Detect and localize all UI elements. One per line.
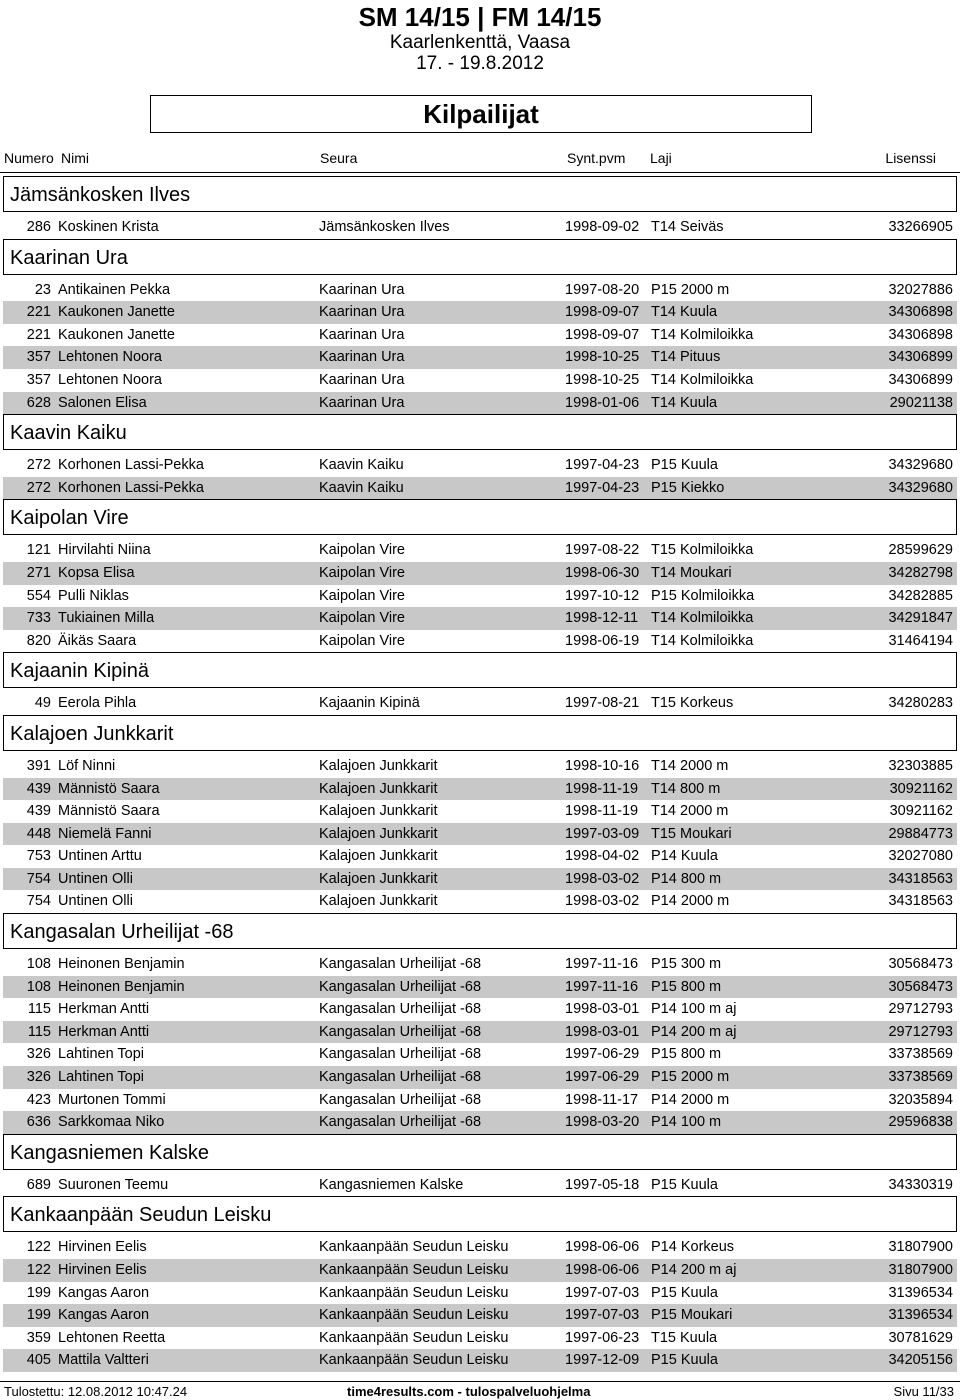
competitor-club: Kaarinan Ura [319,394,405,411]
competitor-license: 34282885 [888,587,953,604]
printed-timestamp: Tulostettu: 12.08.2012 10:47.24 [4,1384,188,1399]
competitor-number: 448 [26,825,51,842]
competitor-name: Salonen Elisa [58,394,147,411]
competitor-club: Kangasniemen Kalske [319,1176,464,1193]
competitor-number: 108 [26,956,51,973]
competitor-name: Tukiainen Milla [58,610,155,627]
competitor-event: P15 800 m [651,978,722,995]
competitor-license: 32035894 [888,1091,953,1108]
competitor-number: 108 [26,978,51,995]
competitor-club: Kankaanpään Seudun Leisku [319,1284,509,1301]
competitor-event: T14 Kuula [651,394,718,411]
table-row [3,324,957,347]
competitor-club: Kankaanpään Seudun Leisku [319,1307,509,1324]
competitor-birthdate: 1998-06-30 [565,564,640,581]
competitor-name: Mattila Valtteri [58,1352,149,1369]
table-row [3,845,957,868]
competitor-number: 49 [34,695,51,712]
event-dates: 17. - 19.8.2012 [416,53,544,74]
competitor-license: 34306898 [888,304,953,321]
table-row [3,392,957,415]
competitor-number: 628 [26,394,51,411]
competitor-number: 753 [26,848,51,865]
competitor-number: 221 [26,304,51,321]
table-row [3,1236,957,1259]
table-row [3,953,957,976]
competitor-name: Hirvinen Eelis [58,1239,147,1256]
competitor-event: T14 Kolmiloikka [651,632,754,649]
competitor-number: 326 [26,1046,51,1063]
competitor-license: 33266905 [888,219,953,235]
competitor-event: T14 Kuula [651,304,718,321]
competitor-number: 439 [26,803,51,820]
competitor-number: 272 [26,479,51,496]
competitor-birthdate: 1997-04-23 [565,457,640,474]
competitor-license: 30781629 [888,1329,953,1346]
competitor-event: P15 Kuula [651,1352,718,1369]
competitor-name: Korhonen Lassi-Pekka [58,479,204,496]
competitor-event: T14 Kolmiloikka [651,326,754,343]
competitor-birthdate: 1997-08-22 [565,542,640,559]
table-row [3,1174,957,1197]
competitor-number: 754 [26,893,51,910]
page-footer [0,1381,960,1400]
table-row [3,454,957,477]
competitor-birthdate: 1997-08-21 [565,695,640,712]
competitor-name: Hirvinen Eelis [58,1262,147,1278]
competitor-club: Kalajoen Junkkarit [319,780,438,797]
competitor-club: Kaavin Kaiku [319,457,404,474]
competitor-event: P15 300 m [651,956,722,973]
competitor-event: T14 2000 m [651,803,729,820]
competitor-club: Kalajoen Junkkarit [319,803,438,820]
competitor-number: 199 [26,1284,51,1301]
competitor-license: 29884773 [888,825,953,842]
competitor-number: 391 [26,757,51,774]
competitor-event: P15 Kiekko [651,479,725,496]
competitor-number: 121 [26,542,51,559]
competitor-number: 733 [26,610,51,627]
competitor-number: 405 [26,1352,51,1369]
competitor-name: Lehtonen Noora [58,349,162,366]
competitor-birthdate: 1998-01-06 [565,394,640,411]
competitor-name: Kaukonen Janette [58,304,175,321]
competitor-event: P15 2000 m [651,281,730,298]
header-divider [0,172,960,173]
competitor-license: 31807900 [888,1262,953,1278]
competitor-name: Lehtonen Noora [58,371,162,388]
col-syntpvm: Synt.pvm [567,150,626,166]
competitor-club: Kaipolan Vire [319,564,405,581]
competitor-birthdate: 1997-11-16 [565,956,639,973]
competitor-event: T15 Kolmiloikka [651,542,754,559]
table-row [3,585,957,608]
competitor-club: Kaarinan Ura [319,326,405,343]
competitor-club: Kankaanpään Seudun Leisku [319,1262,509,1278]
competitor-birthdate: 1998-03-02 [565,893,640,910]
table-row [3,1043,957,1066]
competitor-number: 122 [26,1262,51,1278]
competitor-name: Äikäs Saara [58,632,137,649]
club-heading: Jämsänkosken Ilves [3,176,957,212]
competitor-birthdate: 1997-04-23 [565,479,640,496]
competitor-number: 754 [26,870,51,887]
competitor-name: Kangas Aaron [58,1307,150,1324]
competitor-birthdate: 1997-10-12 [565,587,640,604]
table-row [3,539,957,562]
table-row [3,477,957,500]
competitor-club: Kaarinan Ura [319,304,405,321]
col-laji: Laji [650,150,672,166]
table-row [3,755,957,778]
competitor-license: 34306898 [888,326,953,343]
table-row [3,800,957,823]
table-row [3,630,957,653]
competitor-event: T14 2000 m [651,757,729,774]
page-number: Sivu 11/33 [893,1384,954,1399]
competitor-event: P15 Kuula [651,1176,718,1193]
competitor-club: Kangasalan Urheilijat -68 [319,978,482,995]
competitor-license: 33738569 [888,1046,953,1063]
competitor-club: Kankaanpään Seudun Leisku [319,1329,509,1346]
competitor-license: 31396534 [888,1307,953,1324]
competitor-license: 34318563 [888,870,953,887]
competitor-club: Kalajoen Junkkarit [319,870,438,887]
competitor-number: 689 [26,1176,51,1193]
col-seura: Seura [320,150,358,166]
competitor-event: T15 Moukari [651,825,732,842]
col-lisenssi: Lisenssi [885,150,936,166]
col-numero: Numero [4,150,54,166]
table-row [3,1111,957,1134]
competitor-number: 271 [26,564,51,581]
competitor-birthdate: 1998-03-20 [565,1114,640,1131]
table-row [3,890,957,913]
competitor-club: Kangasalan Urheilijat -68 [319,956,482,973]
club-heading: Kangasniemen Kalske [3,1134,957,1170]
competitor-birthdate: 1998-09-07 [565,326,640,343]
competitor-club: Kangasalan Urheilijat -68 [319,1046,482,1063]
competitor-name: Untinen Olli [58,870,133,887]
competitor-birthdate: 1998-03-02 [565,870,640,887]
competitor-club: Kangasalan Urheilijat -68 [319,1069,482,1086]
competitor-club: Kaarinan Ura [319,349,405,366]
table-row [3,778,957,801]
competitor-number: 554 [26,587,51,604]
competitor-birthdate: 1997-06-23 [565,1329,640,1346]
competitor-license: 30568473 [888,956,953,973]
competitor-name: Antikainen Pekka [58,281,171,298]
table-row [3,1259,957,1282]
competitor-name: Herkman Antti [58,1023,150,1040]
competitor-license: 29021138 [889,394,953,411]
competitor-number: 23 [34,281,51,298]
competitor-name: Untinen Arttu [58,848,142,865]
competitor-name: Kopsa Elisa [58,564,135,581]
competitor-license: 32303885 [888,757,953,774]
competitor-name: Heinonen Benjamin [58,956,185,973]
competitor-number: 272 [26,457,51,474]
club-heading: Kaarinan Ura [3,239,957,275]
club-heading: Kaavin Kaiku [3,414,957,450]
competitor-birthdate: 1998-12-11 [565,610,639,627]
competitor-name: Korhonen Lassi-Pekka [58,457,204,474]
competitor-number: 423 [26,1091,51,1108]
competitor-number: 326 [26,1069,51,1086]
competitor-name: Männistö Saara [58,803,160,820]
competitor-event: P15 800 m [651,1046,722,1063]
table-row [3,562,957,585]
competitor-name: Niemelä Fanni [58,825,152,842]
club-heading: Kaipolan Vire [3,499,957,535]
competitor-number: 636 [26,1114,51,1131]
competitor-event: P15 Moukari [651,1307,733,1324]
competitor-license: 31807900 [888,1239,953,1256]
competitor-club: Kangasalan Urheilijat -68 [319,1114,482,1131]
competitor-license: 34329680 [888,457,953,474]
club-heading: Kankaanpään Seudun Leisku [3,1196,957,1232]
competitor-license: 34329680 [888,479,953,496]
competitor-birthdate: 1997-11-16 [565,978,639,995]
competitor-license: 32027080 [888,848,953,865]
competitor-birthdate: 1998-03-01 [565,1001,640,1018]
table-row [3,346,957,369]
competitor-event: P14 100 m [651,1114,722,1131]
competitor-name: Pulli Niklas [58,587,129,604]
competitor-event: T14 Kolmiloikka [651,371,754,388]
competitor-event: T14 800 m [651,780,721,797]
competitor-club: Kankaanpään Seudun Leisku [319,1352,509,1369]
competitor-club: Kalajoen Junkkarit [319,893,438,910]
competitor-birthdate: 1997-05-18 [565,1176,640,1193]
event-venue: Kaarlenkenttä, Vaasa [389,32,571,53]
competitor-license: 34318563 [888,893,953,910]
competitor-club: Kalajoen Junkkarit [319,757,438,774]
competitor-license: 34282798 [888,564,953,581]
competitor-number: 115 [27,1001,51,1018]
page-header [0,0,960,74]
software-credit: time4results.com - tulospalveluohjelma [347,1384,591,1399]
club-heading: Kangasalan Urheilijat -68 [3,913,957,949]
competitor-club: Kaarinan Ura [319,371,405,388]
competitor-club: Kalajoen Junkkarit [319,848,438,865]
competitor-event: P14 200 m aj [651,1262,737,1278]
competitor-event: T14 Moukari [651,564,732,581]
competitor-club: Kangasalan Urheilijat -68 [319,1023,482,1040]
competitor-event: P15 Kuula [651,457,718,474]
competitor-club: Kaipolan Vire [319,542,405,559]
competitor-birthdate: 1997-08-20 [565,281,640,298]
competitor-name: Koskinen Krista [58,219,159,235]
competitor-license: 34291847 [888,610,953,627]
table-row [3,301,957,324]
competitor-birthdate: 1998-06-06 [565,1239,640,1256]
competitor-event: P14 2000 m [651,893,730,910]
competitor-event: P14 Kuula [651,848,718,865]
competitor-list [0,174,960,1372]
competitor-license: 33738569 [888,1069,953,1086]
competitor-birthdate: 1997-12-09 [565,1352,640,1369]
event-title: SM 14/15 | FM 14/15 [358,2,602,32]
competitor-birthdate: 1998-06-19 [565,632,640,649]
competitor-club: Kalajoen Junkkarit [319,825,438,842]
table-row [3,1349,957,1372]
competitor-event: P14 100 m aj [651,1001,737,1018]
competitor-birthdate: 1998-09-02 [565,219,640,235]
competitor-number: 286 [26,219,51,235]
competitor-number: 221 [26,326,51,343]
competitor-club: Kaipolan Vire [319,632,405,649]
competitor-birthdate: 1998-09-07 [565,304,640,321]
competitor-number: 357 [26,349,51,366]
competitor-event: P14 800 m [651,870,722,887]
competitor-name: Eerola Pihla [58,695,137,712]
competitor-birthdate: 1997-07-03 [565,1307,640,1324]
table-row [3,279,957,302]
competitor-birthdate: 1997-07-03 [565,1284,640,1301]
table-row [3,976,957,999]
competitor-event: T15 Korkeus [651,695,734,712]
competitor-event: P14 Korkeus [651,1239,735,1256]
competitor-birthdate: 1998-04-02 [565,848,640,865]
table-row [3,692,957,715]
competitor-birthdate: 1998-11-19 [565,803,639,820]
competitor-birthdate: 1998-03-01 [565,1023,640,1040]
competitor-club: Kangasalan Urheilijat -68 [319,1091,482,1108]
club-heading: Kajaanin Kipinä [3,652,957,688]
competitor-license: 30921162 [889,780,953,797]
competitor-event: T15 Kuula [651,1329,718,1346]
competitor-club: Kankaanpään Seudun Leisku [319,1239,509,1256]
table-row [3,1304,957,1327]
section-title: Kilpailijat [423,99,539,129]
table-row [3,607,957,630]
competitor-birthdate: 1998-06-06 [565,1262,640,1278]
table-row [3,1327,957,1350]
competitor-number: 820 [26,632,51,649]
competitor-name: Kangas Aaron [58,1284,150,1301]
competitor-license: 28599629 [888,542,953,559]
competitor-event: P15 2000 m [651,1069,730,1086]
competitor-number: 199 [26,1307,51,1324]
competitor-birthdate: 1997-06-29 [565,1069,640,1086]
competitor-number: 357 [26,371,51,388]
competitor-license: 29712793 [888,1001,953,1018]
competitor-club: Kajaanin Kipinä [319,695,420,712]
competitor-number: 359 [26,1329,51,1346]
competitor-club: Jämsänkosken Ilves [319,219,450,235]
competitor-license: 34306899 [888,371,953,388]
competitor-name: Suuronen Teemu [58,1176,169,1193]
competitor-license: 31396534 [888,1284,953,1301]
competitor-name: Löf Ninni [58,757,116,774]
competitor-license: 29596838 [888,1114,953,1131]
table-row [3,868,957,891]
competitor-event: P14 200 m aj [651,1023,737,1040]
table-row [3,998,957,1021]
competitor-event: T14 Pituus [651,349,721,366]
competitor-event: T14 Seiväs [651,219,724,235]
competitor-number: 122 [26,1239,51,1256]
competitor-event: T14 Kolmiloikka [651,610,754,627]
table-row [3,1282,957,1305]
competitor-name: Lahtinen Topi [58,1046,145,1063]
competitor-name: Lahtinen Topi [58,1069,145,1086]
competitor-birthdate: 1998-10-16 [565,757,640,774]
competitor-name: Männistö Saara [58,780,160,797]
competitor-name: Sarkkomaa Niko [58,1114,165,1131]
competitor-license: 30568473 [888,978,953,995]
competitor-club: Kaarinan Ura [319,281,405,298]
competitor-name: Hirvilahti Niina [58,542,151,559]
competitor-number: 115 [27,1023,51,1040]
col-nimi: Nimi [61,150,89,166]
competitor-name: Lehtonen Reetta [58,1329,166,1346]
club-heading: Kalajoen Junkkarit [3,715,957,751]
competitor-birthdate: 1997-06-29 [565,1046,640,1063]
competitor-club: Kaavin Kaiku [319,479,404,496]
competitor-birthdate: 1998-11-19 [565,780,639,797]
competitor-birthdate: 1998-10-25 [565,349,640,366]
competitor-name: Murtonen Tommi [58,1091,166,1108]
competitor-event: P15 Kolmiloikka [651,587,755,604]
competitor-birthdate: 1998-11-17 [565,1091,639,1108]
competitor-license: 30921162 [889,803,953,820]
competitor-event: P15 Kuula [651,1284,718,1301]
competitor-birthdate: 1997-03-09 [565,825,640,842]
table-row [3,216,957,239]
competitor-license: 34205156 [888,1352,953,1369]
table-row [3,1066,957,1089]
competitor-number: 439 [26,780,51,797]
competitor-club: Kaipolan Vire [319,610,405,627]
column-header-row [0,150,960,170]
competitor-club: Kaipolan Vire [319,587,405,604]
competitor-license: 29712793 [888,1023,953,1040]
section-title-box [150,95,812,133]
competitor-name: Kaukonen Janette [58,326,175,343]
competitor-name: Heinonen Benjamin [58,978,185,995]
competitor-name: Herkman Antti [58,1001,150,1018]
competitor-license: 34306899 [888,349,953,366]
competitor-club: Kangasalan Urheilijat -68 [319,1001,482,1018]
competitor-birthdate: 1998-10-25 [565,371,640,388]
table-row [3,823,957,846]
competitor-license: 32027886 [888,281,953,298]
table-row [3,1021,957,1044]
competitor-license: 34280283 [888,695,953,712]
competitor-license: 34330319 [888,1176,953,1193]
table-row [3,1089,957,1112]
competitor-event: P14 2000 m [651,1091,730,1108]
competitor-name: Untinen Olli [58,893,133,910]
competitor-license: 31464194 [888,632,953,649]
table-row [3,369,957,392]
